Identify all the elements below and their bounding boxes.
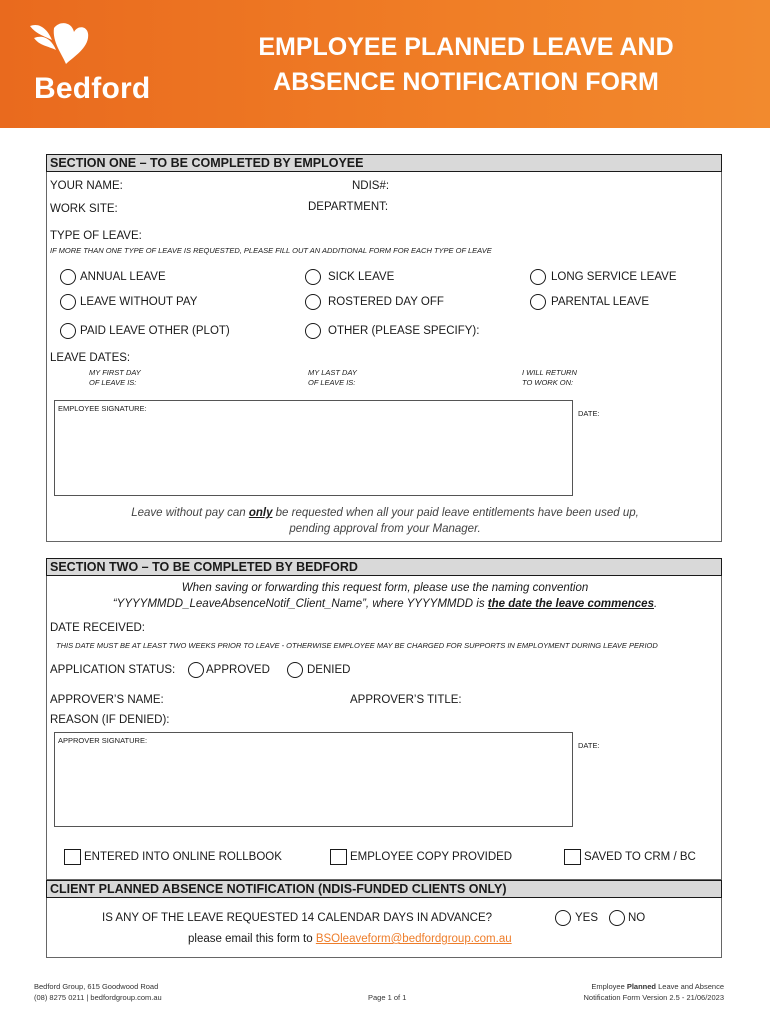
application-status-label: APPLICATION STATUS: <box>50 664 176 676</box>
denied-label: DENIED <box>307 664 351 676</box>
naming-line-1: When saving or forwarding this request form, please use the naming convention <box>181 582 589 594</box>
doc-suffix: Leave and Absence <box>656 982 724 991</box>
footer-doc-title <box>560 981 724 992</box>
sick-leave-label: SICK LEAVE <box>328 271 395 283</box>
type-of-leave-note: IF MORE THAN ONE TYPE OF LEAVE IS REQUESTED, PLEASE FILL OUT AN ADDITIONAL FORM FOR EACH TYPE OF LEAVE <box>50 246 492 255</box>
doc-bold: Planned <box>626 982 657 991</box>
yes-radio[interactable] <box>555 910 571 926</box>
employee-signature-box[interactable] <box>54 400 573 496</box>
denied-radio[interactable] <box>287 662 303 678</box>
section-three-box <box>46 898 722 958</box>
naming-end: . <box>653 598 658 610</box>
first-day-label <box>89 368 141 388</box>
ndis-label: NDIS#: <box>352 180 390 192</box>
email-instruction <box>188 933 512 945</box>
leave-without-pay-note <box>60 505 710 537</box>
approver-signature-label: APPROVER SIGNATURE: <box>58 736 148 745</box>
return-line-2: TO WORK ON: <box>522 378 574 387</box>
long-service-leave-label: LONG SERVICE LEAVE <box>551 271 677 283</box>
sick-leave-radio[interactable] <box>305 269 321 285</box>
form-title-line-2: ABSENCE NOTIFICATION FORM <box>273 68 659 96</box>
footer-version: Notification Form Version 2.5 - 21/06/2023 <box>583 993 724 1002</box>
footer-contact-line: (08) 8275 0211 | bedfordgroup.com.au <box>34 993 162 1002</box>
department-label: DEPARTMENT: <box>308 201 389 213</box>
other-leave-label: OTHER (PLEASE SPECIFY): <box>328 325 480 337</box>
approved-label: APPROVED <box>206 664 270 676</box>
employee-copy-checkbox[interactable] <box>330 849 347 865</box>
approver-title-label: APPROVER’S TITLE: <box>350 694 462 706</box>
last-day-label <box>308 368 357 388</box>
advance-question: IS ANY OF THE LEAVE REQUESTED 14 CALENDAR DAYS IN ADVANCE? <box>102 912 493 924</box>
last-day-line-2: OF LEAVE IS: <box>308 378 356 387</box>
footer-document-info <box>560 981 724 1003</box>
approver-signature-box[interactable] <box>54 732 573 827</box>
saved-crm-label: SAVED TO CRM / BC <box>584 851 696 863</box>
note-line-1 <box>60 505 710 521</box>
annual-leave-label: ANNUAL LEAVE <box>80 271 166 283</box>
leave-dates-label: LEAVE DATES: <box>50 352 131 364</box>
note-text-a: Leave without pay can <box>131 507 249 519</box>
annual-leave-radio[interactable] <box>60 269 76 285</box>
bedford-logo-icon <box>26 20 90 66</box>
date-received-note: THIS DATE MUST BE AT LEAST TWO WEEKS PRIOR TO LEAVE - OTHERWISE EMPLOYEE MAY BE CHARGED FOR SUPPORTS IN EMPLOYMENT DURING LEAVE PERIOD <box>56 641 658 650</box>
rollbook-checkbox[interactable] <box>64 849 81 865</box>
long-service-leave-radio[interactable] <box>530 269 546 285</box>
form-title-line-1: EMPLOYEE PLANNED LEAVE AND <box>258 33 674 61</box>
no-radio[interactable] <box>609 910 625 926</box>
parental-leave-radio[interactable] <box>530 294 546 310</box>
naming-bold: the date the leave commences <box>487 598 654 610</box>
footer-page-number: Page 1 of 1 <box>368 993 407 1002</box>
saved-crm-checkbox[interactable] <box>564 849 581 865</box>
section-two-box <box>46 576 722 880</box>
rostered-day-off-label: ROSTERED DAY OFF <box>328 296 444 308</box>
rollbook-label: ENTERED INTO ONLINE ROLLBOOK <box>84 851 282 863</box>
first-day-line-2: OF LEAVE IS: <box>89 378 137 387</box>
return-to-work-label <box>522 368 577 388</box>
bso-email-link[interactable]: BSOleaveform@bedfordgroup.com.au <box>315 933 512 945</box>
work-site-label: WORK SITE: <box>50 203 118 215</box>
first-day-line-1: MY FIRST DAY <box>89 368 141 377</box>
leave-without-pay-label: LEAVE WITHOUT PAY <box>80 296 198 308</box>
note-text-b: be requested when all your paid leave entitlements have been used up, <box>272 507 639 519</box>
last-day-line-1: MY LAST DAY <box>308 368 357 377</box>
other-leave-radio[interactable] <box>305 323 321 339</box>
brand-name: Bedford <box>34 72 151 105</box>
employee-copy-label: EMPLOYEE COPY PROVIDED <box>350 851 513 863</box>
parental-leave-label: PARENTAL LEAVE <box>551 296 649 308</box>
note-line-2: pending approval from your Manager. <box>289 523 481 535</box>
rostered-day-off-radio[interactable] <box>305 294 321 310</box>
type-of-leave-label: TYPE OF LEAVE: <box>50 230 142 242</box>
section-three-heading: CLIENT PLANNED ABSENCE NOTIFICATION (NDIS-FUNDED CLIENTS ONLY) <box>46 880 722 898</box>
yes-label: YES <box>575 912 599 924</box>
doc-prefix: Employee <box>591 982 627 991</box>
paid-leave-other-radio[interactable] <box>60 323 76 339</box>
return-line-1: I WILL RETURN <box>522 368 577 377</box>
naming-text: “YYYYMMDD_LeaveAbsenceNotif_Client_Name”, where YYYYMMDD is <box>112 598 488 610</box>
footer-address <box>34 981 162 1003</box>
note-only-emphasis: only <box>248 507 273 519</box>
no-label: NO <box>628 912 646 924</box>
footer-address-line: Bedford Group, 615 Goodwood Road <box>34 982 159 991</box>
email-prefix: please email this form to <box>188 933 316 945</box>
reason-label: REASON (IF DENIED): <box>50 714 170 726</box>
employee-signature-label: EMPLOYEE SIGNATURE: <box>58 404 147 413</box>
naming-line-2 <box>60 596 710 612</box>
date-received-label: DATE RECEIVED: <box>50 622 145 634</box>
approved-radio[interactable] <box>188 662 204 678</box>
section-one-heading: SECTION ONE – TO BE COMPLETED BY EMPLOYEE <box>46 154 722 172</box>
approver-name-label: APPROVER’S NAME: <box>50 694 164 706</box>
leave-without-pay-radio[interactable] <box>60 294 76 310</box>
header-banner <box>0 0 770 128</box>
section-two-heading: SECTION TWO – TO BE COMPLETED BY BEDFORD <box>46 558 722 576</box>
form-title <box>196 30 736 100</box>
naming-convention-note <box>60 580 710 612</box>
your-name-label: YOUR NAME: <box>50 180 123 192</box>
approver-date-label: DATE: <box>578 741 600 750</box>
paid-leave-other-label: PAID LEAVE OTHER (PLOT) <box>80 325 230 337</box>
employee-date-label: DATE: <box>578 409 600 418</box>
